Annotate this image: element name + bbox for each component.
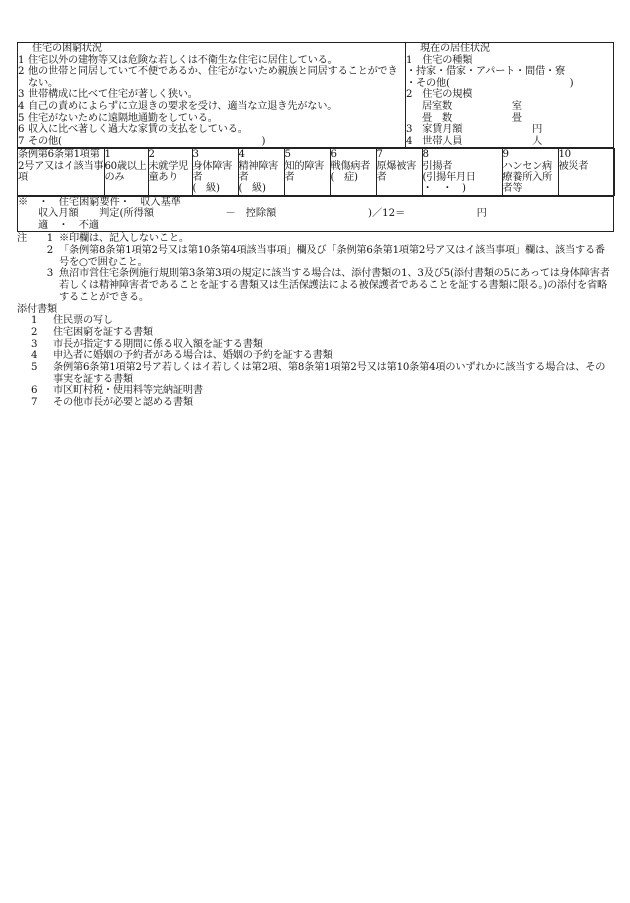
attachment-item <box>17 327 613 339</box>
attachment-number: 7 <box>31 397 38 409</box>
category-number: 8 <box>422 149 429 161</box>
difficulty-item-number: 3 <box>18 89 25 101</box>
difficulty-item-number: 1 <box>18 54 25 66</box>
difficulty-item-text: 他の世帯と同居していて不便であるか、住宅がないため親族と同居することができない。 <box>28 66 398 89</box>
difficulty-item <box>18 101 405 113</box>
attachment-text: 住民票の写し <box>53 315 113 327</box>
category-label: 引揚者 (引揚年月日 ・ ・ ) <box>422 160 476 195</box>
attachment-text: 市長が指定する期間に係る収入額を証する書類 <box>53 338 263 350</box>
attachment-item <box>17 339 613 351</box>
difficulty-item-text: その他( ) <box>28 135 266 147</box>
attachment-item <box>17 397 613 409</box>
category-number: 7 <box>376 149 383 161</box>
current-housing-title: 現在の居住状況 <box>420 43 490 54</box>
difficulty-item <box>18 136 405 148</box>
difficulty-item-number: 7 <box>18 135 25 147</box>
note-item <box>17 268 613 303</box>
category-cell-1 <box>104 149 148 195</box>
category-cell-2 <box>148 149 192 195</box>
housing-type-other: ・その他( ) <box>406 77 574 89</box>
category-number: 1 <box>104 149 111 161</box>
category-label: 知的障害者 <box>284 160 325 183</box>
category-label: 原爆被害者 <box>376 160 417 183</box>
category-label: 戦傷病者 ( 症) <box>330 160 371 183</box>
difficulty-item-text: 住宅以外の建物等又は危険な若しくは不衛生な住宅に居住している。 <box>28 54 338 66</box>
category-number: 3 <box>192 149 199 161</box>
housing-difficulty-section <box>18 43 406 148</box>
attachment-number: 1 <box>31 315 38 327</box>
category-number: 2 <box>148 149 155 161</box>
attachment-number: 3 <box>31 338 38 350</box>
room-count-field: 居室数 室 <box>422 100 522 112</box>
judgement-requirements: ※ ・ 住宅困窮要件・ 収入基準 <box>18 196 181 208</box>
attachment-number: 2 <box>31 326 38 338</box>
category-label: 未就学児童あり <box>148 160 189 183</box>
category-cell-10 <box>558 149 614 195</box>
category-label: ハンセン病療養所入所者等 <box>502 160 552 195</box>
housing-type-label: 1 住宅の種類 <box>406 54 473 66</box>
attachment-number: 5 <box>31 362 38 374</box>
application-form-continuation <box>17 42 613 409</box>
housing-scale-label: 2 住宅の規模 <box>406 89 473 101</box>
attachment-item <box>17 385 613 397</box>
difficulty-item-number: 2 <box>18 66 25 78</box>
category-section <box>18 148 614 196</box>
category-table <box>18 148 615 195</box>
tatami-count-field: 畳 数 畳 <box>422 112 522 124</box>
note-item <box>17 233 613 245</box>
category-label: 身体障害者 ( 級) <box>192 160 233 195</box>
category-header: 条例第6条第1項第2号ア又はイ該当事項 <box>18 149 104 195</box>
attachments-list <box>17 315 613 409</box>
attachment-text: 条例第6条第1項第2号ア若しくはイ若しくは第2項、第8条第1項第2号又は第10条第4項のいずれかに該当する場合は、その事実を証する書類 <box>53 362 606 385</box>
category-cell-6 <box>330 149 376 195</box>
note-number: 2 <box>46 245 53 257</box>
note-number: 3 <box>46 268 53 280</box>
judgement-section <box>18 196 614 232</box>
notes-section <box>17 233 613 409</box>
note-text: 魚沼市営住宅条例施行規則第3条第3項の規定に該当する場合は、添付書類の1、3及び5(添付書類の5にあっては身体障害者若しくは精神障害者であることを証する書類又は生活保護法による被保護者であることを証する書類に限る。)の添付を省略することができる。 <box>59 268 610 303</box>
attachment-number: 4 <box>31 350 38 362</box>
difficulty-item <box>18 124 405 136</box>
attachment-text: 申込者に婚姻の予約者がある場合は、婚姻の予約を証する書類 <box>53 350 333 362</box>
category-number: 4 <box>238 149 245 161</box>
household-members-field: 4 世帯人員 人 <box>406 135 543 147</box>
judgement-result: 適 ・ 不適 <box>38 219 100 231</box>
attachments-title: 添付書類 <box>17 303 57 315</box>
difficulty-item <box>18 89 405 101</box>
notes-list <box>17 233 613 303</box>
category-cell-5 <box>284 149 330 195</box>
category-cell-9 <box>502 149 558 195</box>
difficulty-item-text: 自己の責めによらずに立退きの要求を受け、適当な立退き先がない。 <box>28 100 338 112</box>
difficulty-item-text: 住宅がないために遠隔地通勤をしている。 <box>28 112 218 124</box>
note-key <box>17 245 37 268</box>
category-label: 60歳以上のみ <box>104 160 147 183</box>
note-number: 1 <box>46 233 53 245</box>
form-table <box>17 42 614 232</box>
difficulty-item-number: 4 <box>18 100 25 112</box>
category-number: 10 <box>558 149 571 161</box>
category-number: 6 <box>330 149 337 161</box>
difficulty-item-text: 世帯構成に比べて住宅が著しく狭い。 <box>28 89 198 101</box>
difficulty-item-text: 収入に比べ著しく過大な家賃の支払をしている。 <box>28 124 248 136</box>
attachment-number: 6 <box>31 385 38 397</box>
attachment-item <box>17 350 613 362</box>
category-number: 5 <box>284 149 291 161</box>
housing-difficulty-list <box>18 55 405 148</box>
note-key: 注 <box>17 233 27 245</box>
attachment-text: 住宅困窮を証する書類 <box>53 326 153 338</box>
difficulty-item-number: 5 <box>18 112 25 124</box>
note-text: ※印欄は、記入しないこと。 <box>59 233 189 245</box>
note-key <box>17 268 37 303</box>
category-number: 9 <box>502 149 509 161</box>
category-cell-8 <box>422 149 502 195</box>
difficulty-item-number: 6 <box>18 124 25 136</box>
housing-difficulty-title: 住宅の困窮状況 <box>32 43 102 54</box>
category-cell-4 <box>238 149 284 195</box>
difficulty-item <box>18 66 405 89</box>
attachment-text: 市区町村税・使用料等完納証明書 <box>53 385 203 397</box>
difficulty-item <box>18 55 405 67</box>
monthly-rent-field: 3 家賃月額 円 <box>406 124 543 136</box>
attachment-item <box>17 315 613 327</box>
difficulty-item <box>18 113 405 125</box>
note-text: 「条例第8条第1項第2号又は第10条第4項該当事項」欄及び「条例第6条第1項第2号ア又はイ該当事項」欄は、該当する番号を○で囲むこと。 <box>59 245 605 268</box>
note-item <box>17 245 613 268</box>
attachment-text: その他市長が必要と認める書類 <box>53 397 193 409</box>
category-label: 被災者 <box>558 160 589 172</box>
current-housing-section <box>406 43 614 148</box>
category-cell-3 <box>192 149 238 195</box>
income-judgement-line: 収入月額 判定(所得額 － 控除額 )／12＝ 円 <box>38 208 487 220</box>
housing-type-options: ・持家・借家・アパート・間借・寮 <box>406 66 565 78</box>
category-cell-7 <box>376 149 422 195</box>
category-label: 精神障害者 ( 級) <box>238 160 279 195</box>
attachment-item <box>17 362 613 385</box>
